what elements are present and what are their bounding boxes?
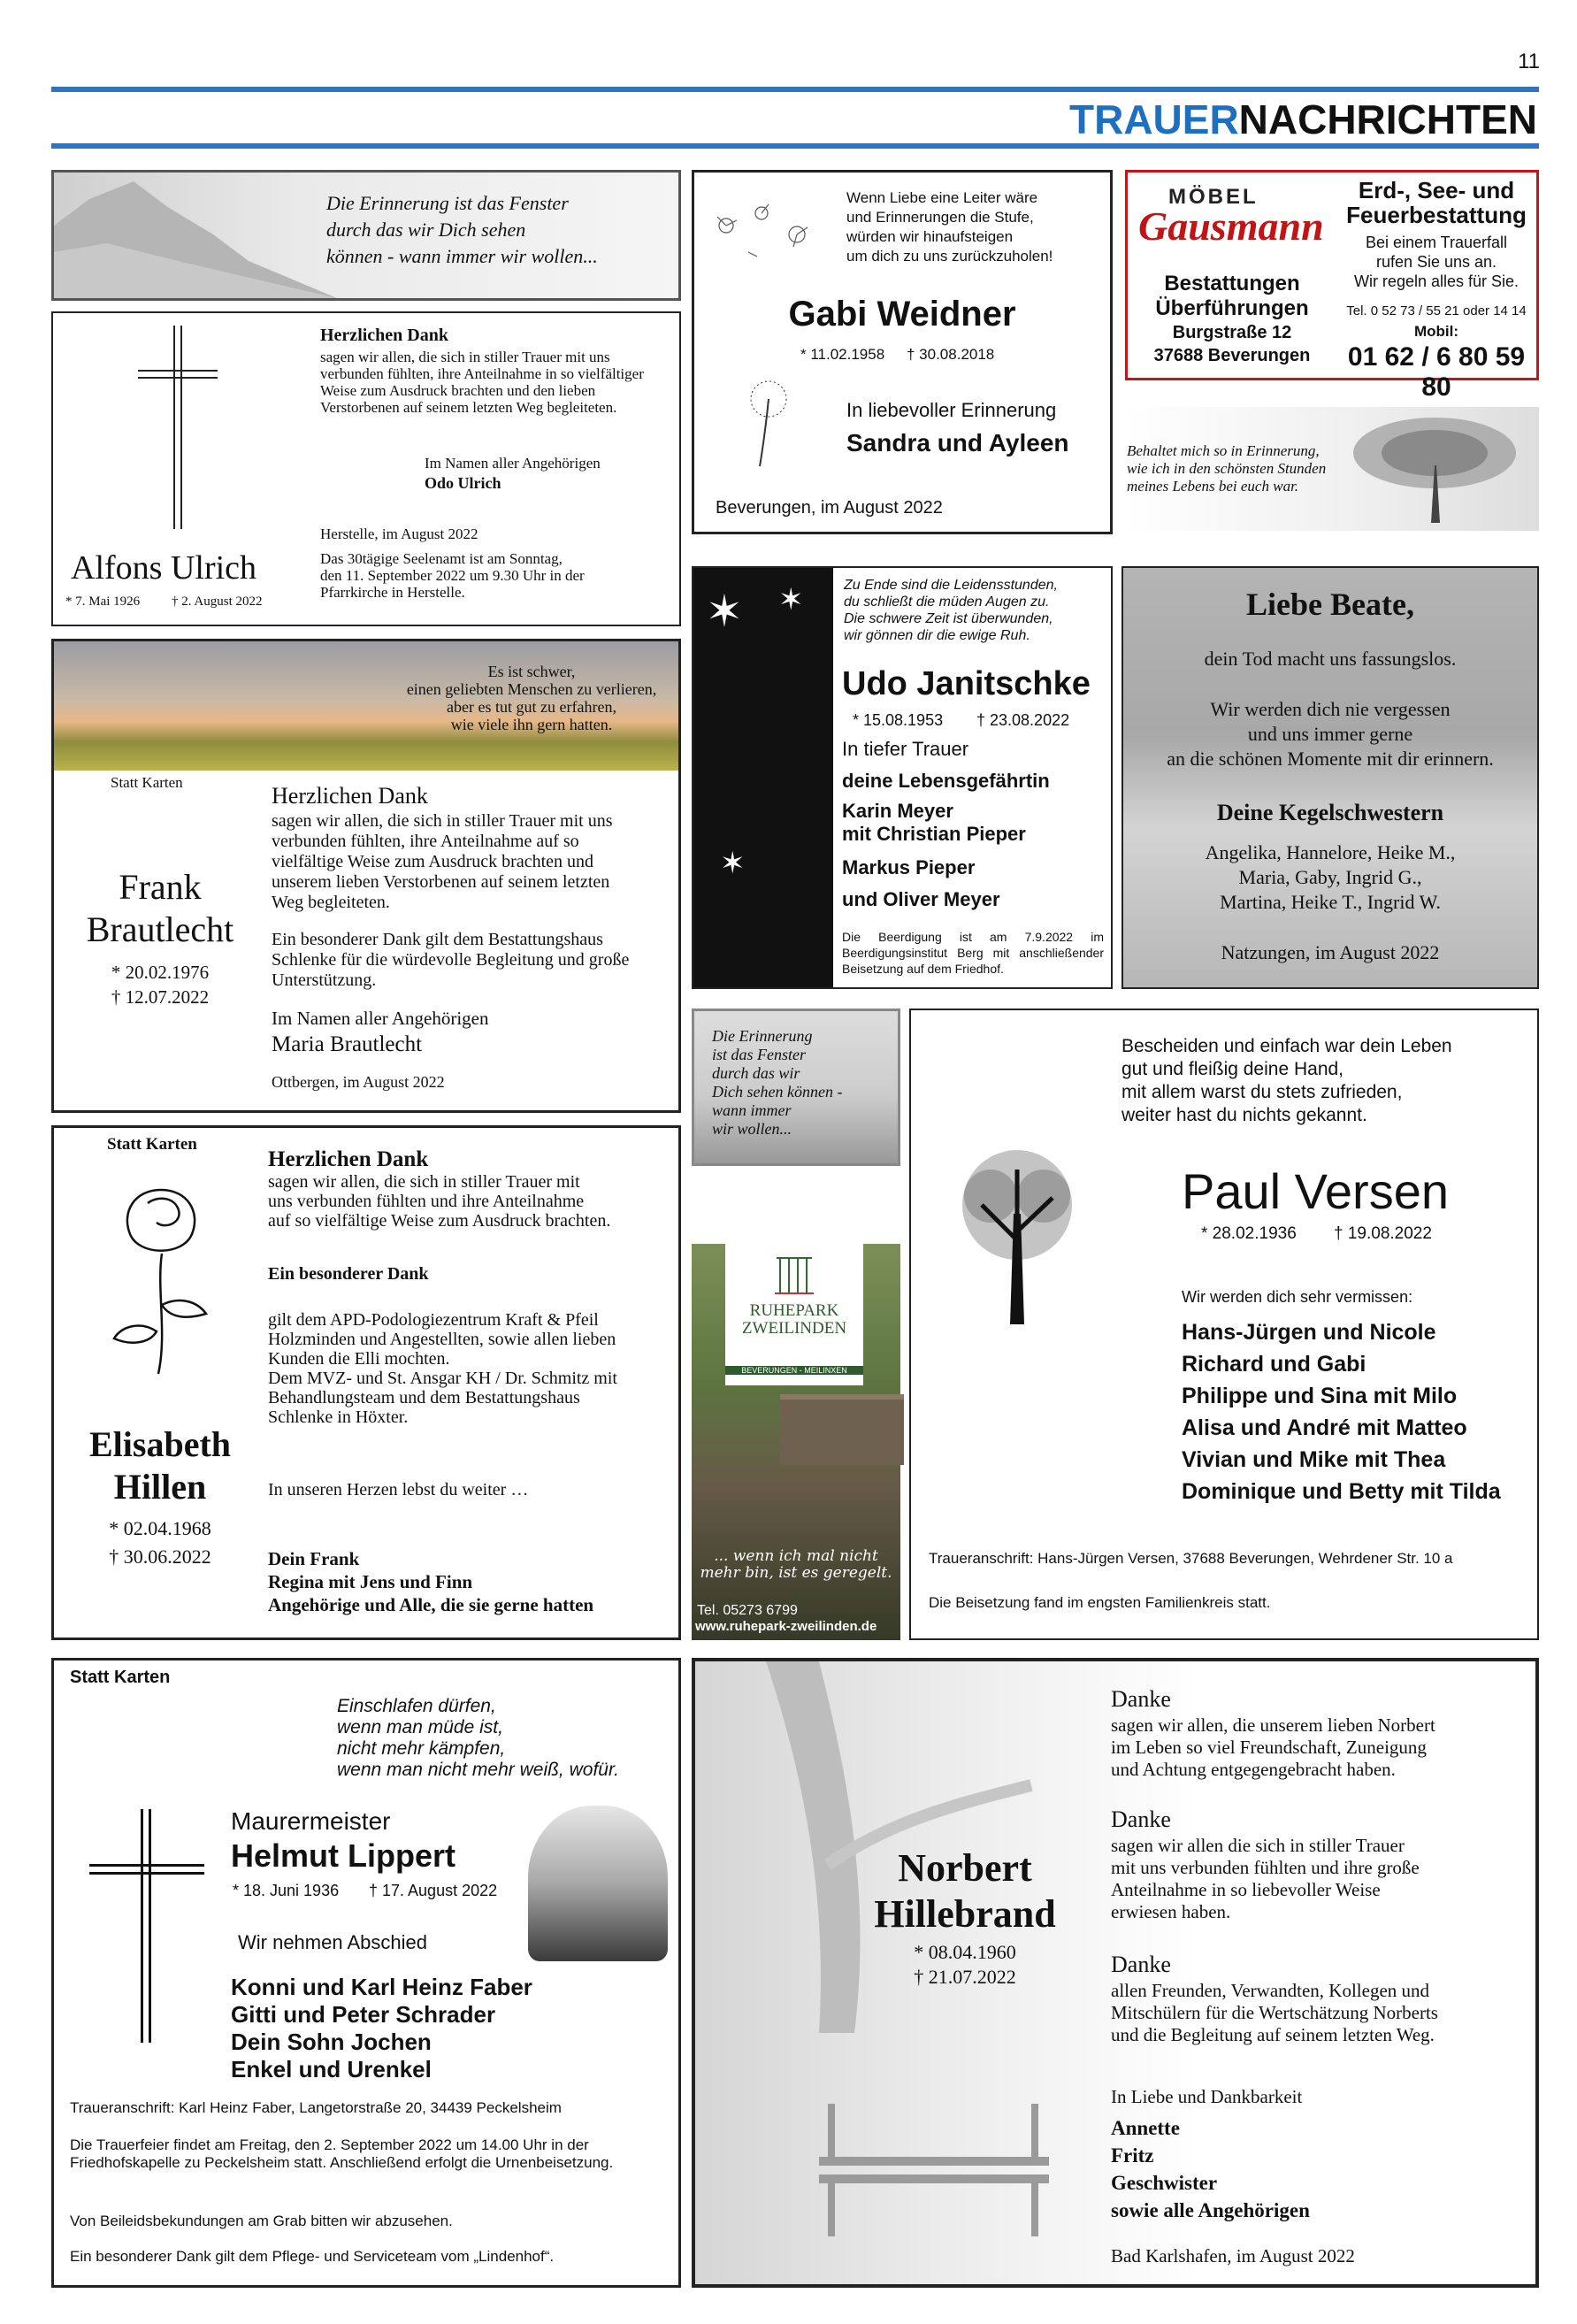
rose-icon bbox=[95, 1172, 227, 1376]
family-3: Markus Pieper bbox=[842, 856, 976, 878]
website: www.ruhepark-zweilinden.de bbox=[695, 1619, 877, 1634]
signature: Deine Kegelschwestern bbox=[1216, 800, 1444, 825]
tree-icon bbox=[1346, 412, 1523, 527]
obituary-udo-janitschke bbox=[692, 566, 1113, 989]
born: * 20.02.1976 bbox=[111, 962, 210, 983]
statt-karten: Statt Karten bbox=[107, 1135, 197, 1154]
deceased-name: Frank Brautlecht bbox=[86, 867, 234, 949]
born: * 7. Mai 1926 bbox=[65, 594, 141, 609]
line-2: Wir werden dich nie vergessen und uns immer gerne an die schönen Momente mit dir erinnern. bbox=[1167, 698, 1494, 770]
obituary-helmut-lippert bbox=[51, 1658, 681, 2288]
subline: Bei einem Trauerfall rufen Sie uns an. Wir regeln alles für Sie. bbox=[1353, 234, 1520, 290]
obituary-elisabeth-hillen bbox=[51, 1125, 681, 1640]
quote-ad-landscape bbox=[51, 170, 681, 301]
body-text: sagen wir allen, die sich in stiller Trauer mit uns verbunden fühlten und ihre Anteilnahme auf so vielfältige Weise zum Ausdruck brachten. bbox=[268, 1172, 611, 1231]
miss-line: Wir werden dich sehr vermissen: bbox=[1182, 1288, 1413, 1306]
on-behalf: Im Namen aller Angehörigen bbox=[425, 455, 601, 472]
quote-text: Es ist schwer, einen geliebten Menschen zu verlieren, aber es tut gut zu erfahren, wie viele ihn gern hatten. bbox=[406, 663, 657, 733]
brand-name: RUHEPARK ZWEILINDEN bbox=[741, 1301, 847, 1338]
page-number: 11 bbox=[1518, 50, 1540, 73]
address: Traueranschrift: Karl Heinz Faber, Langetorstraße 20, 34439 Peckelsheim bbox=[70, 2099, 562, 2116]
on-behalf: Im Namen aller Angehörigen bbox=[272, 1008, 489, 1029]
love-line: In Liebe und Dankbarkeit bbox=[1111, 2086, 1303, 2107]
section-title bbox=[1069, 96, 1537, 143]
statt-karten: Statt Karten bbox=[111, 774, 183, 791]
thanks-text-1: sagen wir allen, die unserem lieben Norbert im Leben so viel Freundschaft, Zuneigung und Achtung entgegengebracht haben. bbox=[1111, 1714, 1435, 1780]
mobile-number: 01 62 / 6 80 59 80 bbox=[1347, 342, 1526, 402]
family-1: deine Lebensgefährtin bbox=[842, 770, 1050, 792]
bench-image bbox=[780, 1394, 904, 1465]
condolence-info: Von Beileidsbekundungen am Grab bitten wir abzusehen. bbox=[70, 2213, 453, 2229]
family-6: Dominique und Betty mit Tilda bbox=[1182, 1479, 1501, 1504]
body-text: sagen wir allen, die sich in stiller Trauer mit uns verbunden fühlten, ihre Anteilnahme auf so vielfältige Weise zum Ausdruck brachten und unserem lieben Verstorbenen auf seinem letzten Weg begleiteten. bbox=[272, 811, 613, 912]
died: † 12.07.2022 bbox=[111, 986, 210, 1008]
logo-panel bbox=[725, 1244, 863, 1385]
mass-info: Das 30tägige Seelenamt ist am Sonntag, den 11. September 2022 um 9.30 Uhr in der Pfarrkirche in Herstelle. bbox=[320, 550, 585, 601]
phone: Tel. 0 52 73 / 55 21 oder 14 14 bbox=[1346, 303, 1527, 318]
dandelion-flower-icon bbox=[733, 372, 804, 470]
family-4: Alisa und André mit Matteo bbox=[1182, 1415, 1467, 1440]
died: † 19.08.2022 bbox=[1334, 1224, 1432, 1243]
born: * 28.02.1936 bbox=[1201, 1224, 1297, 1243]
dandelion-icon bbox=[708, 199, 832, 288]
heading: Herzlichen Dank bbox=[320, 326, 448, 345]
thanks-info: Ein besonderer Dank gilt dem Pflege- und Serviceteam vom „Lindenhof“. bbox=[70, 2248, 555, 2265]
obituary-gabi-weidner bbox=[692, 170, 1113, 534]
poem: Wenn Liebe eine Leiter wäre und Erinnerungen die Stufe, würden wir hinaufsteigen um dich zu uns zurückzuholen! bbox=[846, 189, 1053, 265]
title: Liebe Beate, bbox=[1246, 587, 1414, 622]
family-3: Philippe und Sina mit Milo bbox=[1182, 1384, 1458, 1408]
deceased-name: Helmut Lippert bbox=[231, 1837, 456, 1874]
body-text-2: gilt dem APD-Podologiezentrum Kraft & Pfeil Holzminden und Angestellten, sowie allen lieben Kunden die Elli mochten. Dem MVZ- und St. Ansgar KH / Dr. Schmitz mit Behandlungsteam und dem Bestattungshaus Schlenke in Höxter. bbox=[268, 1310, 617, 1427]
deceased-name: Norbert Hillebrand bbox=[874, 1846, 1056, 1936]
quote-text: Die Erinnerung ist das Fenster durch das wir Dich sehen können - wann immer wir wollen... bbox=[712, 1027, 843, 1138]
logo-small: MÖBEL bbox=[1168, 185, 1259, 209]
family: Sandra und Ayleen bbox=[846, 429, 1069, 456]
died: † 2. August 2022 bbox=[172, 594, 263, 609]
headline: Erd-, See- und Feuerbestattung bbox=[1346, 177, 1527, 228]
born: * 18. Juni 1936 bbox=[233, 1882, 340, 1899]
born: * 02.04.1968 bbox=[109, 1517, 211, 1539]
star-icon: ✶ bbox=[778, 584, 804, 617]
ad-ruhepark-zweilinden bbox=[692, 1244, 900, 1640]
deceased-name: Udo Janitschke bbox=[842, 665, 1091, 702]
body-text-2: Ein besonderer Dank gilt dem Bestattungshaus Schlenke für die würdevolle Begleitung und große Unterstützung. bbox=[272, 930, 630, 990]
died: † 30.06.2022 bbox=[109, 1545, 211, 1568]
obituary-norbert-hillebrand bbox=[692, 1658, 1539, 2288]
died: † 30.08.2018 bbox=[907, 346, 995, 363]
portrait-photo bbox=[528, 1806, 668, 1961]
phone: Tel. 05273 6799 bbox=[697, 1603, 798, 1618]
tree-logo-icon bbox=[771, 1251, 817, 1299]
deceased-name: Gabi Weidner bbox=[788, 295, 1016, 334]
line-1: dein Tod macht uns fassungslos. bbox=[1204, 648, 1457, 670]
heading: Herzlichen Dank bbox=[272, 783, 428, 809]
thanks-text-3: allen Freunden, Verwandten, Kollegen und Mitschülern für die Wertschätzung Norberts und die Begleitung auf seinem letzten Weg. bbox=[1111, 1980, 1438, 2045]
header-bar-top bbox=[51, 87, 1539, 92]
quote-text: Die Erinnerung ist das Fenster durch das wir Dich sehen können - wann immer wir wollen... bbox=[326, 192, 598, 267]
thanks-heading-1: Danke bbox=[1111, 1686, 1171, 1712]
born: * 11.02.1958 bbox=[800, 346, 885, 363]
family-2: Richard und Gabi bbox=[1182, 1352, 1366, 1377]
ceremony-info: Die Trauerfeier findet am Freitag, den 2. September 2022 um 14.00 Uhr in der Friedhofskapelle zu Peckelsheim statt. Anschließend erfolgt die Urnenbeisetzung. bbox=[70, 2136, 614, 2171]
family: Annette Fritz Geschwister sowie alle Angehörigen bbox=[1111, 2117, 1310, 2221]
cross-icon bbox=[89, 1809, 204, 2043]
mountain-image bbox=[54, 173, 337, 298]
deceased-name: Paul Versen bbox=[1182, 1163, 1449, 1219]
body-text: sagen wir allen, die sich in stiller Trauer mit uns verbunden fühlten, ihre Anteilnahme in so vielfältiger Weise zum Ausdruck brachten und den lieben Verstorbenen auf seinem letzten Weg begleiteten. bbox=[320, 349, 644, 416]
cross-icon bbox=[138, 326, 218, 529]
family: Dein Frank Regina mit Jens und Finn Angehörige und Alle, die sie gerne hatten bbox=[268, 1548, 594, 1615]
heading: Herzlichen Dank bbox=[268, 1147, 429, 1171]
heart-line: In unseren Herzen lebst du weiter … bbox=[268, 1480, 529, 1499]
info: Die Beisetzung fand im engsten Familienkreis statt. bbox=[929, 1594, 1271, 1611]
died: † 21.07.2022 bbox=[914, 1966, 1016, 1988]
born: * 15.08.1953 bbox=[853, 711, 944, 729]
address: Traueranschrift: Hans-Jürgen Versen, 37688 Beverungen, Wehrdener Str. 10 a bbox=[929, 1550, 1453, 1567]
quote-text: Behaltet mich so in Erinnerung, wie ich in den schönsten Stunden meines Lebens bei euch war. bbox=[1127, 442, 1327, 495]
thanks-text-2: sagen wir allen die sich in stiller Trauer mit uns verbunden fühlten und ihre große Anteilnahme in so liebevoller Weise erwiesen haben. bbox=[1111, 1835, 1420, 1922]
section-title-blue: TRAUER bbox=[1069, 96, 1239, 142]
family-2: Karin Meyer mit Christian Pieper bbox=[842, 800, 1026, 845]
tree-icon bbox=[929, 1143, 1106, 1329]
city: 37688 Beverungen bbox=[1153, 346, 1311, 365]
obituary-paul-versen bbox=[909, 1009, 1539, 1640]
quote-tree bbox=[1125, 407, 1539, 531]
signer: Maria Brautlecht bbox=[272, 1032, 423, 1056]
place-date: Natzungen, im August 2022 bbox=[1221, 941, 1440, 963]
brand-sub: BEVERUNGEN - MEILINXEN bbox=[725, 1366, 863, 1375]
poem: Zu Ende sind die Leidensstunden, du schließt die müden Augen zu. Die schwere Zeit ist überwunden, wir gönnen dir die ewige Ruh. bbox=[844, 578, 1058, 643]
family: Konni und Karl Heinz Faber Gitti und Peter Schrader Dein Sohn Jochen Enkel und Urenkel bbox=[231, 1974, 532, 2082]
star-icon: ✶ bbox=[720, 848, 746, 880]
obituary-alfons-ulrich bbox=[51, 311, 681, 626]
title-line: Maurermeister bbox=[231, 1807, 391, 1835]
black-star-panel bbox=[693, 568, 833, 987]
obituary-frank-brautlecht bbox=[51, 639, 681, 1113]
poem: Bescheiden und einfach war dein Leben gut und fleißig deine Hand, mit allem warst du stets zufrieden, weiter hast du nichts gekannt. bbox=[1122, 1036, 1452, 1125]
farewell-line: Wir nehmen Abschied bbox=[238, 1931, 427, 1953]
thanks-heading-2: Danke bbox=[1111, 1806, 1171, 1832]
services: Bestattungen Überführungen bbox=[1155, 272, 1309, 320]
funeral-info: Die Beerdigung ist am 7.9.2022 im Beerdigungsinstitut Berg mit anschließender Beisetzung auf dem Friedhof. bbox=[842, 930, 1104, 976]
deceased-name: Elisabeth Hillen bbox=[88, 1424, 232, 1507]
place-date: Beverungen, im August 2022 bbox=[716, 498, 943, 518]
logo-brand: Gausmann bbox=[1138, 203, 1324, 249]
family-5: Vivian und Mike mit Thea bbox=[1182, 1447, 1446, 1472]
street: Burgstraße 12 bbox=[1172, 323, 1292, 342]
died: † 17. August 2022 bbox=[369, 1882, 498, 1899]
quote-ad-small bbox=[692, 1009, 900, 1166]
ad-gausmann bbox=[1125, 170, 1539, 402]
statt-karten: Statt Karten bbox=[70, 1668, 171, 1687]
signer: Odo Ulrich bbox=[425, 474, 501, 492]
names: Angelika, Hannelore, Heike M., Maria, Gaby, Ingrid G., Martina, Heike T., Ingrid W. bbox=[1205, 841, 1456, 913]
born: * 08.04.1960 bbox=[914, 1941, 1016, 1963]
thanks-heading-3: Danke bbox=[1111, 1952, 1171, 1977]
poem: Einschlafen dürfen, wenn man müde ist, nicht mehr kämpfen, wenn man nicht mehr weiß, wofür. bbox=[337, 1696, 620, 1780]
star-icon: ✶ bbox=[706, 587, 743, 636]
obituary-liebe-beate bbox=[1122, 566, 1539, 989]
memory-line: In liebevoller Erinnerung bbox=[846, 399, 1057, 421]
deceased-name: Alfons Ulrich bbox=[71, 549, 257, 587]
slogan: ... wenn ich mal nicht mehr bin, ist es geregelt. bbox=[700, 1547, 892, 1582]
family-4: und Oliver Meyer bbox=[842, 888, 1000, 910]
grief-line: In tiefer Trauer bbox=[842, 738, 969, 760]
died: † 23.08.2022 bbox=[976, 711, 1070, 729]
section-title-black: NACHRICHTEN bbox=[1238, 96, 1537, 142]
family-1: Hans-Jürgen und Nicole bbox=[1182, 1320, 1436, 1345]
place-date: Herstelle, im August 2022 bbox=[320, 525, 478, 542]
mobile-label: Mobil: bbox=[1413, 323, 1459, 340]
header-bar-bottom bbox=[51, 143, 1539, 149]
place-date: Ottbergen, im August 2022 bbox=[272, 1073, 445, 1091]
heading-2: Ein besonderer Dank bbox=[268, 1264, 429, 1284]
place-date: Bad Karlshafen, im August 2022 bbox=[1111, 2245, 1355, 2266]
